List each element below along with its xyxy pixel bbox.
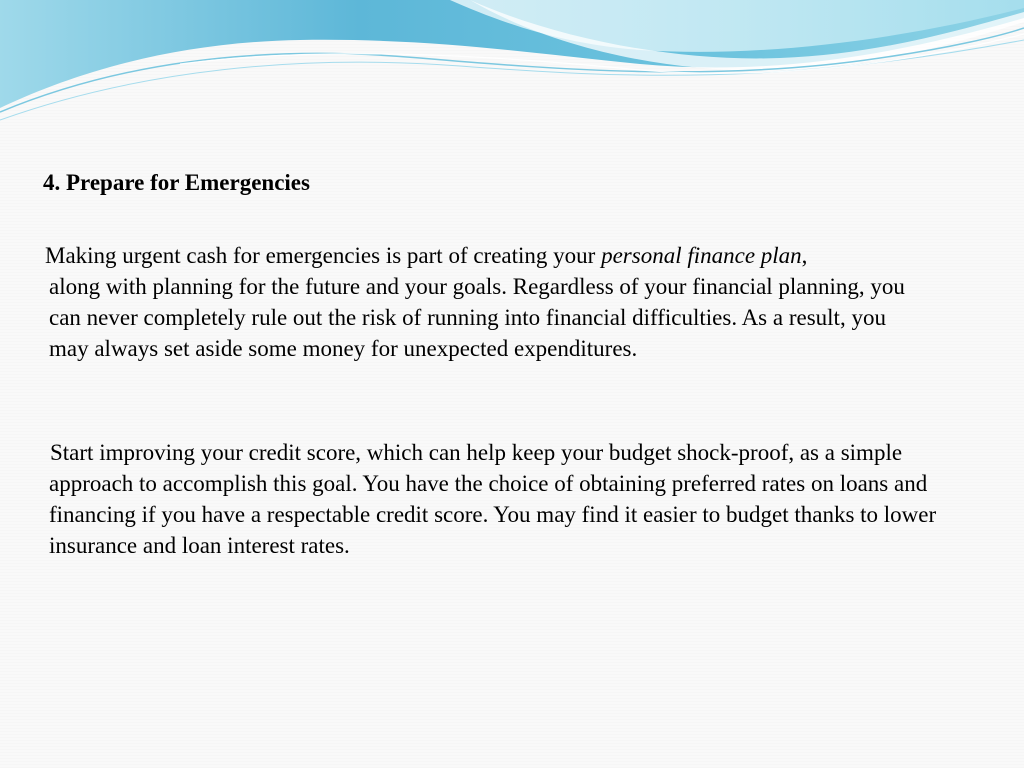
slide-heading: 4. Prepare for Emergencies bbox=[43, 170, 310, 195]
paragraph-emergency-fund bbox=[43, 240, 973, 364]
paragraph-1-first-line bbox=[43, 240, 973, 271]
paragraph-1-emphasis: personal finance plan bbox=[601, 243, 802, 268]
paragraph-1-rest: along with planning for the future and your goals. Regardless of your financial planning, you can never completely rule out the risk of running into financial difficulties. As a result, you may always set aside some money for unexpected expenditures. bbox=[49, 274, 905, 361]
paragraph-credit-score bbox=[49, 437, 984, 561]
paragraph-1-comma: , bbox=[801, 243, 808, 268]
paragraph-2-text: Start improving your credit score, which can help keep your budget shock-proof, as a simple approach to accomplish this goal. You have the choice of obtaining preferred rates on loans and financing if you have a respectable credit score. You may find it easier to budget thanks to lower insurance and loan interest rates. bbox=[49, 440, 937, 558]
header-wave-decoration bbox=[0, 0, 1024, 130]
paragraph-1-text-start: Making urgent cash for emergencies is part of creating your bbox=[45, 243, 602, 268]
